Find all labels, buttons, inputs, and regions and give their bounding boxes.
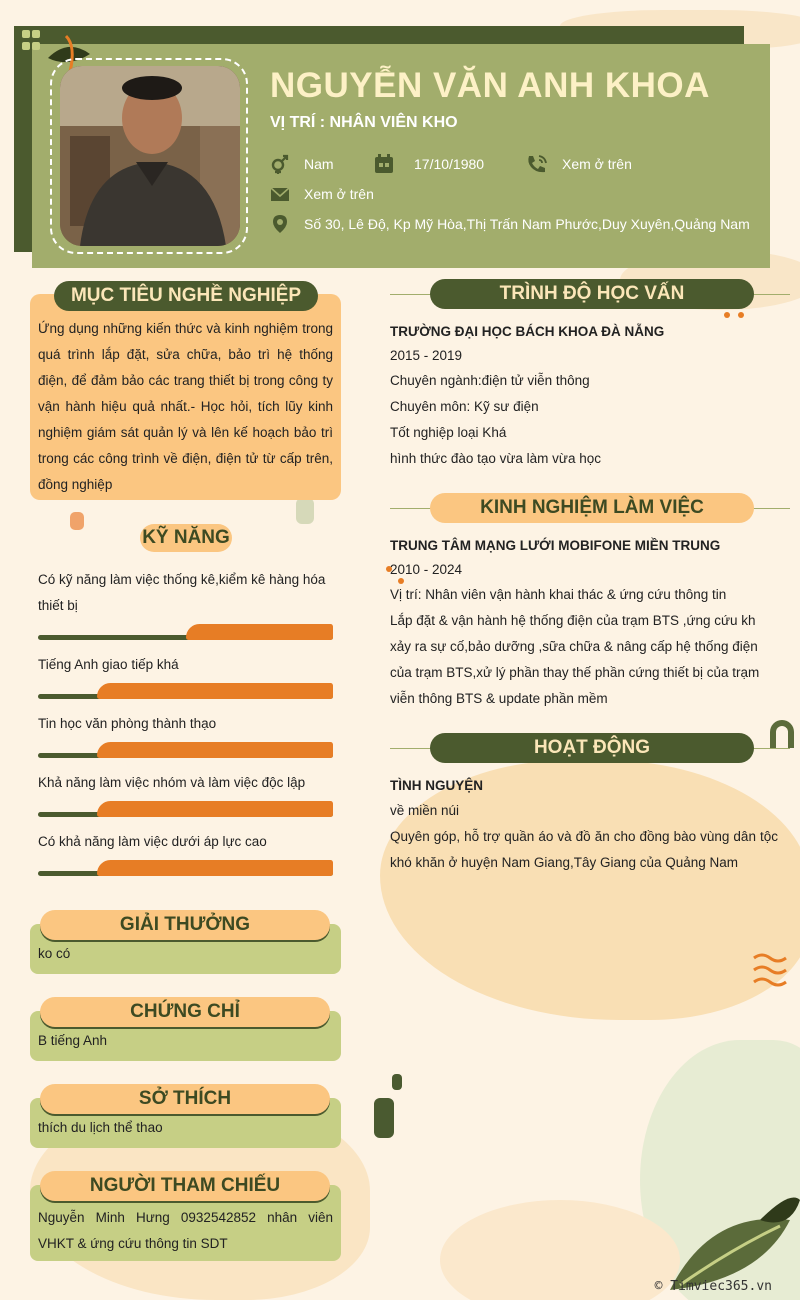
activity-name: TÌNH NGUYỆN (390, 778, 484, 793)
experience-description-line: Lắp đặt & vận hành hệ thống điện của trạm BTS ,ứng cứu kh (390, 613, 756, 628)
calendar-icon (374, 154, 394, 174)
birthday-value: 17/10/1980 (414, 156, 485, 172)
email-value: Xem ở trên (304, 186, 374, 202)
hobbies-heading: SỞ THÍCH (40, 1084, 330, 1114)
education-grade: Tốt nghiệp loại Khá (390, 425, 507, 440)
skill-label: Tiếng Anh giao tiếp khá (38, 657, 179, 672)
awards-heading: GIẢI THƯỞNG (40, 910, 330, 940)
footer-watermark: © Timviec365.vn (654, 1279, 772, 1294)
gender-value: Nam (304, 156, 334, 172)
phone-icon (526, 154, 548, 174)
education-mode: hình thức đào tạo vừa làm vừa học (390, 451, 601, 466)
education-period: 2015 - 2019 (390, 348, 463, 363)
address-value: Số 30, Lê Độ, Kp Mỹ Hòa,Thị Trấn Nam Phước,Duy Xuyên,Quảng Nam (304, 216, 750, 232)
decor-leaf (392, 1074, 402, 1090)
objective-text: Ứng dụng những kiến thức và kinh nghiệm trong quá trình lắp đặt, sửa chữa, bảo trì hệ thống điện, để đảm bảo các trang thiết bị trong công ty vận hành hiệu quả nhất.- Học hỏi, tích lũy kinh nghiệm giám sát quản lý và lên kế hoạch bảo trì trong các công trình về điện, điện tử từ cấp trên, đồng nghiệp (38, 321, 333, 492)
experience-description-line: xảy ra sự cố,bảo dưỡng ,sữa chữa & nâng cấp hệ thống điện (390, 639, 758, 654)
experience-role: Vị trí: Nhân viên vận hành khai thác & ứng cứu thông tin (390, 587, 727, 602)
skill-bar (38, 801, 333, 817)
activities-heading: HOẠT ĐỘNG (430, 733, 754, 763)
decor-leaf (296, 498, 314, 524)
education-heading: TRÌNH ĐỘ HỌC VẤN (430, 279, 754, 309)
education-major: Chuyên ngành:điện tử viễn thông (390, 373, 590, 388)
certificates-text: B tiếng Anh (38, 1033, 108, 1048)
phone-value: Xem ở trên (562, 156, 632, 172)
decor-waves (752, 952, 788, 988)
address-row (270, 214, 750, 234)
skill-label: Tin học văn phòng thành thạo (38, 716, 217, 731)
decor-dot (738, 312, 744, 318)
activity-place: về miền núi (390, 803, 460, 818)
decor-arch (770, 720, 794, 748)
skills-heading: KỸ NĂNG (140, 524, 232, 552)
decor-dot (724, 312, 730, 318)
hobbies-text: thích du lịch thể thao (38, 1120, 163, 1135)
gender-icon (270, 154, 290, 174)
skill-label: Có khả năng làm việc dưới áp lực cao (38, 834, 267, 849)
skill-bar (38, 683, 333, 699)
experience-description-line: viễn thông BTS & update phần mềm (390, 691, 608, 706)
decor-leaf (374, 1098, 394, 1138)
mail-icon (270, 184, 290, 204)
education-specialty: Chuyên môn: Kỹ sư điện (390, 399, 539, 414)
decor-leaf (70, 512, 84, 530)
awards-text: ko có (38, 946, 71, 961)
skill-bar (38, 860, 333, 876)
activity-description: Quyên góp, hỗ trợ quần áo và đồ ăn cho đồng bào vùng dân tộc khó khăn ở huyện Nam Giang,Tây Giang của Quảng Nam (390, 829, 778, 870)
avatar-photo-icon (60, 66, 240, 246)
avatar (60, 66, 240, 246)
education-school: TRƯỜNG ĐẠI HỌC BÁCH KHOA ĐÀ NẴNG (390, 324, 665, 339)
location-pin-icon (270, 214, 290, 234)
birthday-row (374, 154, 484, 174)
experience-company: TRUNG TÂM MẠNG LƯỚI MOBIFONE MIỀN TRUNG (390, 538, 721, 553)
candidate-position: VỊ TRÍ : NHÂN VIÊN KHO (270, 114, 458, 131)
gender-row (270, 154, 334, 174)
skill-label: Có kỹ năng làm việc thống kê,kiểm kê hàng hóa thiết bị (38, 572, 326, 613)
skill-bar (38, 624, 333, 640)
objective-heading: MỤC TIÊU NGHỀ NGHIỆP (54, 281, 318, 311)
skill-label: Khả năng làm việc nhóm và làm việc độc lập (38, 775, 306, 790)
experience-period: 2010 - 2024 (390, 562, 463, 577)
skill-bar (38, 742, 333, 758)
experience-description-line: của trạm BTS,xử lý phần thay thế phần cứng thiết bị của trạm (390, 665, 760, 680)
experience-heading: KINH NGHIỆM LÀM VIỆC (430, 493, 754, 523)
candidate-name: NGUYỄN VĂN ANH KHOA (270, 66, 710, 105)
objective-box (30, 294, 341, 500)
email-row (270, 184, 374, 204)
references-text: Nguyễn Minh Hưng 0932542852 nhân viên VHKT & ứng cứu thông tin SDT (38, 1210, 333, 1251)
references-heading: NGƯỜI THAM CHIẾU (40, 1171, 330, 1201)
certificates-heading: CHỨNG CHỈ (40, 997, 330, 1027)
phone-row (526, 154, 632, 174)
